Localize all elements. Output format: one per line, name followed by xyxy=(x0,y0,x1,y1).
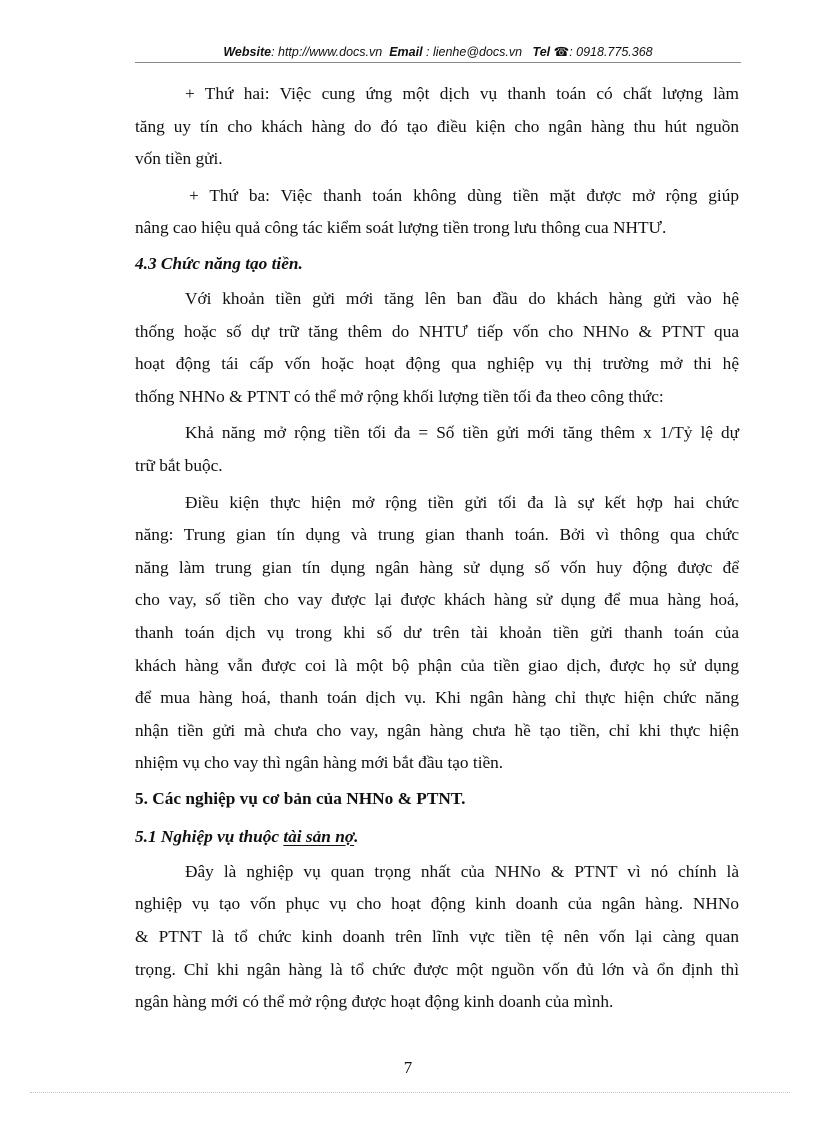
subsection-heading-underlined: tài sản nợ xyxy=(283,826,355,846)
text-line: vốn tiền gửi. xyxy=(135,149,223,169)
text-line: năng làm trung gian tín dụng ngân hàng sử dụng số vốn huy động được để xyxy=(135,557,739,577)
text-line: thanh toán dịch vụ trong khi số dư trên tài khoản tiền gửi thanh toán của xyxy=(135,622,739,642)
subsection-heading-prefix: 5.1 Nghiệp vụ thuộc xyxy=(135,826,284,846)
email-value: : lienhe@docs.vn xyxy=(422,45,523,59)
text-line: khách hàng vẫn được coi là một bộ phận của tiền giao dịch, được họ sử dụng xyxy=(135,655,739,675)
text-line: Với khoản tiền gửi mới tăng lên ban đầu do khách hàng gửi vào hệ xyxy=(185,288,739,308)
text-line: nhận tiền gửi mà chưa cho vay, ngân hàng chưa hề tạo tiền, chỉ khi thực hiện xyxy=(135,720,739,740)
website-value: : http://www.docs.vn xyxy=(271,45,383,59)
tel-label: Tel xyxy=(532,45,551,59)
text-line: nâng cao hiệu quả công tác kiểm soát lượng tiền trong lưu thông cua NHTƯ. xyxy=(135,218,667,238)
text-line: trọng. Chỉ khi ngân hàng là tổ chức được một nguồn vốn đủ lớn và ổn định thì xyxy=(135,959,739,979)
text-line: trữ bắt buộc. xyxy=(135,455,223,475)
text-line: nghiệp vụ tạo vốn phục vụ cho hoạt động kinh doanh của ngân hàng. NHNo xyxy=(135,894,739,914)
text-line: Khả năng mở rộng tiền tối đa = Số tiền gửi mới tăng thêm x 1/Tỷ lệ dự xyxy=(185,423,739,443)
text-line: để mua hàng hoá, thanh toán dịch vụ. Khi ngân hàng chỉ thực hiện chức năng xyxy=(135,688,739,708)
text-line: & PTNT là tổ chức kinh doanh trên lĩnh vực tiền tệ nên vốn lại càng quan xyxy=(135,927,739,947)
text-line: hoạt động tái cấp vốn hoặc hoạt động qua nghiệp vụ thị trường mở thi hệ xyxy=(135,354,739,374)
text-line: + Thứ hai: Việc cung ứng một dịch vụ thanh toán có chất lượng làm xyxy=(185,84,739,103)
header-divider xyxy=(135,62,741,63)
footer-divider xyxy=(30,1092,790,1093)
section-heading: 4.3 Chức năng tạo tiền. xyxy=(135,253,303,273)
subsection-heading-suffix: . xyxy=(354,826,359,846)
text-line: Điều kiện thực hiện mở rộng tiền gửi tối đa là sự kết hợp hai chức xyxy=(185,492,739,512)
page-number: 7 xyxy=(403,1058,413,1077)
text-line: cho vay, số tiền cho vay được lại được khách hàng sử dụng để mua hàng hoá, xyxy=(135,590,739,610)
text-line: thống hoặc số dự trữ tăng thêm do NHTƯ tiếp vốn cho NHNo & PTNT qua xyxy=(135,321,739,341)
text-line: + Thứ ba: Việc thanh toán không dùng tiền mặt được mở rộng giúp xyxy=(189,185,739,205)
subsection-heading xyxy=(135,818,739,856)
section-heading: 5. Các nghiệp vụ cơ bản của NHNo & PTNT. xyxy=(135,788,466,808)
text-line: năng: Trung gian tín dụng và trung gian thanh toán. Bởi vì thông qua chức xyxy=(135,525,739,545)
text-line: thống NHNo & PTNT có thể mở rộng khối lượng tiền tối đa theo công thức: xyxy=(135,386,664,406)
text-line: tăng uy tín cho khách hàng do đó tạo điều kiện cho ngân hàng thu hút nguồn xyxy=(135,116,739,136)
document-body xyxy=(135,78,739,1019)
tel-value: : 0918.775.368 xyxy=(569,45,653,59)
text-line: ngân hàng mới có thể mở rộng được hoạt động kinh doanh của mình. xyxy=(135,992,614,1012)
telephone-icon: ☎ xyxy=(553,45,570,59)
website-label: Website xyxy=(223,45,272,59)
text-line: nhiệm vụ cho vay thì ngân hàng mới bắt đầu tạo tiền. xyxy=(135,753,504,773)
email-label: Email xyxy=(389,45,423,59)
page-header xyxy=(135,44,741,62)
text-line: Đây là nghiệp vụ quan trọng nhất của NHNo & PTNT vì nó chính là xyxy=(185,861,739,881)
